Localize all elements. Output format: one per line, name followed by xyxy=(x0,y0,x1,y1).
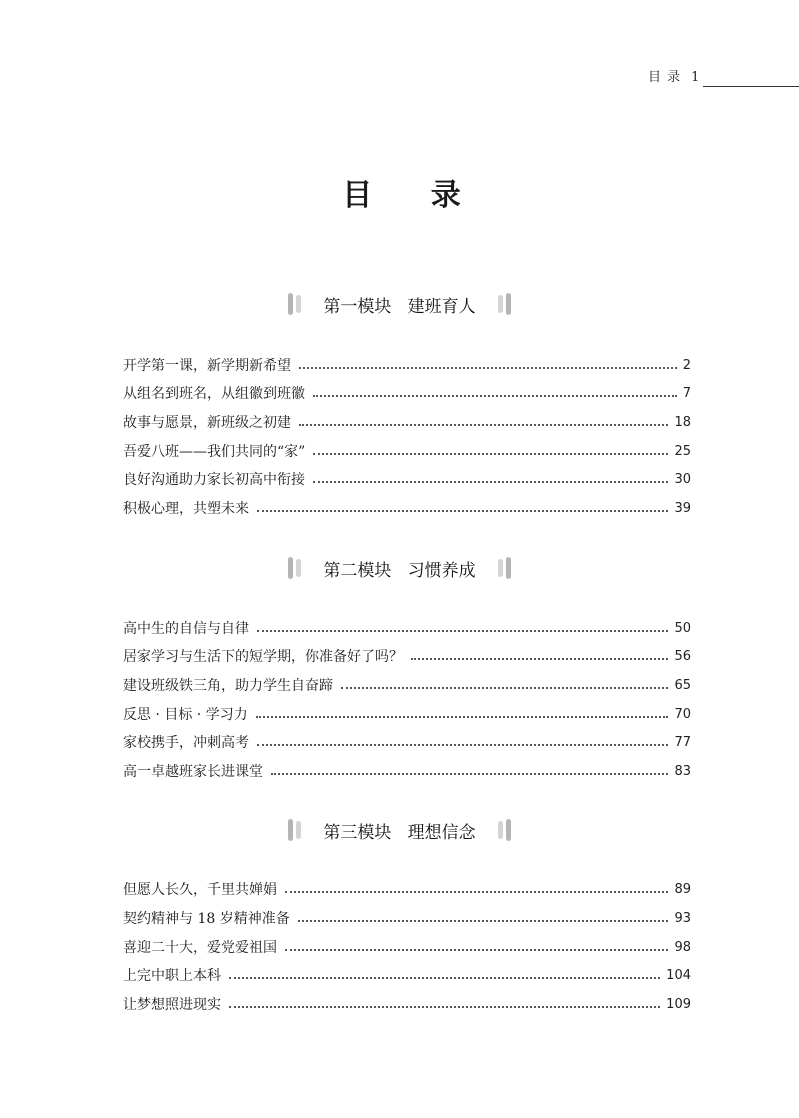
toc-entry-page: 39 xyxy=(674,500,691,516)
toc-entry-title: 良好沟通助力家长初高中衔接 xyxy=(123,472,305,488)
dot-leader xyxy=(229,973,660,979)
toc-entry-page: 70 xyxy=(674,706,691,722)
page-title: 目 录 xyxy=(342,178,485,213)
left-bracket-decoration xyxy=(288,819,301,841)
toc-entry[interactable] xyxy=(123,468,691,490)
running-head xyxy=(648,66,700,85)
toc-entry[interactable] xyxy=(123,731,691,753)
header-rule xyxy=(703,86,799,87)
dot-leader xyxy=(271,769,668,775)
dot-leader xyxy=(313,391,677,397)
dot-leader xyxy=(313,477,668,483)
toc-entry-title: 居家学习与生活下的短学期，你准备好了吗？ xyxy=(123,649,403,665)
left-bracket-decoration xyxy=(288,293,301,315)
dot-leader xyxy=(256,712,669,718)
toc-entry-page: 104 xyxy=(666,967,691,983)
toc-entry-page: 50 xyxy=(674,620,691,636)
dot-leader xyxy=(257,740,668,746)
toc-entry-page: 25 xyxy=(674,443,691,459)
toc-entry[interactable] xyxy=(123,497,691,519)
dot-leader xyxy=(229,1002,660,1008)
toc-entry[interactable] xyxy=(123,964,691,986)
dot-leader xyxy=(341,683,668,689)
toc-entry[interactable] xyxy=(123,878,691,900)
toc-entry-title: 契约精神与 18 岁精神准备 xyxy=(123,911,290,927)
toc-entry-page: 2 xyxy=(682,357,691,373)
module-heading-3 xyxy=(0,817,799,843)
toc-entry[interactable] xyxy=(123,645,691,667)
toc-entry[interactable] xyxy=(123,993,691,1015)
toc-entry-page: 7 xyxy=(682,385,691,401)
right-bracket-decoration xyxy=(498,293,511,315)
dot-leader xyxy=(298,916,669,922)
dot-leader xyxy=(313,449,668,455)
module-title: 第三模块 理想信念 xyxy=(323,822,476,843)
toc-entry-title: 从组名到班名，从组徽到班徽 xyxy=(123,386,305,402)
toc-entry[interactable] xyxy=(123,411,691,433)
right-bracket-decoration xyxy=(498,557,511,579)
toc-entry[interactable] xyxy=(123,907,691,929)
toc-entry-title: 反思 · 目标 · 学习力 xyxy=(123,707,248,723)
running-head-title: 目 录 xyxy=(648,70,682,85)
toc-entry-page: 109 xyxy=(666,996,691,1012)
toc-entry-title: 开学第一课，新学期新希望 xyxy=(123,358,291,374)
dot-leader xyxy=(299,420,668,426)
running-head-page-number: 1 xyxy=(691,70,701,85)
toc-entry-page: 77 xyxy=(674,734,691,750)
toc-entry-page: 30 xyxy=(674,471,691,487)
toc-entry-title: 高一卓越班家长进课堂 xyxy=(123,764,263,780)
toc-entry[interactable] xyxy=(123,674,691,696)
dot-leader xyxy=(285,945,668,951)
toc-entry[interactable] xyxy=(123,760,691,782)
toc-entry-page: 83 xyxy=(674,763,691,779)
toc-entry-page: 98 xyxy=(674,939,691,955)
toc-entry[interactable] xyxy=(123,936,691,958)
dot-leader xyxy=(285,887,668,893)
right-bracket-decoration xyxy=(498,819,511,841)
dot-leader xyxy=(299,363,677,369)
toc-entry-page: 89 xyxy=(674,881,691,897)
toc-entry-title: 建设班级铁三角，助力学生自奋蹄 xyxy=(123,678,333,694)
toc-entry-title: 吾爱八班——我们共同的“家” xyxy=(123,444,306,460)
toc-entry-title: 积极心理，共塑未来 xyxy=(123,501,249,517)
dot-leader xyxy=(257,626,668,632)
dot-leader xyxy=(411,654,668,660)
toc-entry[interactable] xyxy=(123,354,691,376)
toc-entry[interactable] xyxy=(123,440,691,462)
toc-entry-title: 喜迎二十大，爱党爱祖国 xyxy=(123,940,277,956)
toc-entry-page: 65 xyxy=(674,677,691,693)
module-heading-2 xyxy=(0,555,799,581)
toc-entry-title: 高中生的自信与自律 xyxy=(123,621,249,637)
toc-entry-title: 但愿人长久，千里共婵娟 xyxy=(123,882,277,898)
module-title: 第一模块 建班育人 xyxy=(323,296,476,317)
toc-entry[interactable] xyxy=(123,617,691,639)
module-heading-1 xyxy=(0,291,799,317)
toc-entry-title: 故事与愿景，新班级之初建 xyxy=(123,415,291,431)
left-bracket-decoration xyxy=(288,557,301,579)
dot-leader xyxy=(257,506,668,512)
module-title: 第二模块 习惯养成 xyxy=(323,560,476,581)
toc-entry[interactable] xyxy=(123,382,691,404)
toc-entry-title: 家校携手，冲刺高考 xyxy=(123,735,249,751)
toc-entry-page: 18 xyxy=(674,414,691,430)
toc-entry-page: 93 xyxy=(674,910,691,926)
toc-entry[interactable] xyxy=(123,703,691,725)
toc-entry-title: 让梦想照进现实 xyxy=(123,997,221,1013)
toc-entry-title: 上完中职上本科 xyxy=(123,968,221,984)
toc-entry-page: 56 xyxy=(674,648,691,664)
